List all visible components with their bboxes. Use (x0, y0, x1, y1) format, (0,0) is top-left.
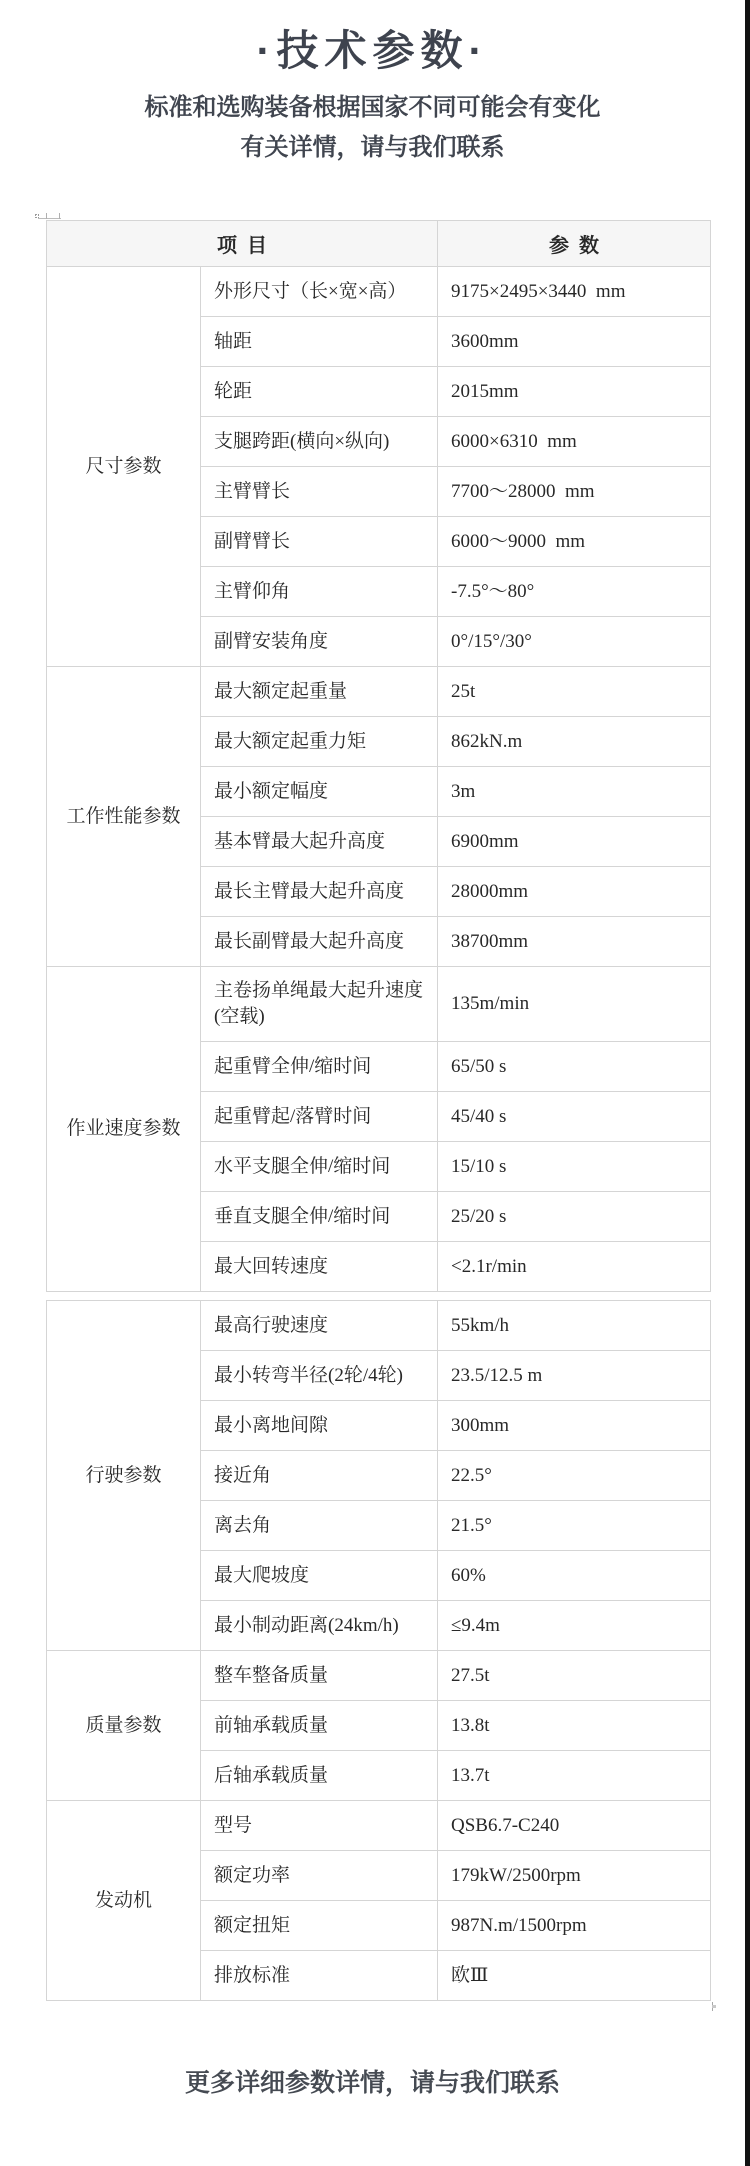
item-label-cell: 额定扭矩 (201, 1901, 438, 1951)
item-value-cell: 13.7t (438, 1751, 711, 1801)
item-value-cell: 6000×6310 mm (438, 417, 711, 467)
item-value-cell: 22.5° (438, 1451, 711, 1501)
item-label-cell: 主臂仰角 (201, 567, 438, 617)
item-label-cell: 离去角 (201, 1501, 438, 1551)
item-value-cell: -7.5°～80° (438, 567, 711, 617)
header-cell-param: 参 数 (438, 221, 711, 267)
item-label-cell: 最高行驶速度 (201, 1301, 438, 1351)
item-label-cell: 垂直支腿全伸/缩时间 (201, 1192, 438, 1242)
item-label-cell: 接近角 (201, 1451, 438, 1501)
item-value-cell: ≤9.4m (438, 1601, 711, 1651)
item-value-cell: 45/40 s (438, 1092, 711, 1142)
item-label-cell: 起重臂全伸/缩时间 (201, 1042, 438, 1092)
item-label-cell: 最小额定幅度 (201, 767, 438, 817)
item-label-cell: 型号 (201, 1801, 438, 1851)
corner-tick (712, 2005, 716, 2008)
item-label-cell: 前轴承载质量 (201, 1701, 438, 1751)
table-row (47, 267, 711, 317)
subtitle-line1: 标准和选购装备根据国家不同可能会有变化 (144, 94, 601, 121)
table-row (47, 1301, 711, 1351)
handle-bar (38, 218, 61, 219)
item-label-cell: 最大额定起重力矩 (201, 717, 438, 767)
item-value-cell: 3600mm (438, 317, 711, 367)
spec-table-main (46, 220, 711, 1292)
table-resize-handle-artifact (35, 213, 61, 219)
item-value-cell: 862kN.m (438, 717, 711, 767)
item-value-cell: 7700～28000 mm (438, 467, 711, 517)
item-value-cell: 28000mm (438, 867, 711, 917)
item-label-cell: 最小转弯半径(2轮/4轮) (201, 1351, 438, 1401)
item-label-cell: 最小离地间隙 (201, 1401, 438, 1451)
item-label-cell: 副臂安装角度 (201, 617, 438, 667)
item-value-cell: 60% (438, 1551, 711, 1601)
header-cell-item: 项 目 (47, 221, 438, 267)
table-row (47, 1651, 711, 1701)
item-value-cell: 6000～9000 mm (438, 517, 711, 567)
handle-tick (59, 213, 60, 219)
item-label-cell: 轮距 (201, 367, 438, 417)
handle-tick (46, 213, 47, 219)
item-label-cell: 主臂臂长 (201, 467, 438, 517)
item-label-cell: 外形尺寸（长×宽×高） (201, 267, 438, 317)
subtitle-line2: 有关详情，请与我们联系 (240, 134, 505, 161)
group-label-cell: 行驶参数 (47, 1301, 201, 1651)
item-label-cell: 后轴承载质量 (201, 1751, 438, 1801)
item-value-cell: 21.5° (438, 1501, 711, 1551)
group-label-cell: 发动机 (47, 1801, 201, 2001)
item-label-cell: 支腿跨距(横向×纵向) (201, 417, 438, 467)
group-label-cell: 作业速度参数 (47, 967, 201, 1292)
item-label-cell: 水平支腿全伸/缩时间 (201, 1142, 438, 1192)
item-value-cell: 欧Ⅲ (438, 1951, 711, 2001)
item-value-cell: 6900mm (438, 817, 711, 867)
item-value-cell: 0°/15°/30° (438, 617, 711, 667)
item-value-cell: 15/10 s (438, 1142, 711, 1192)
item-label-cell: 最大回转速度 (201, 1242, 438, 1292)
group-label-cell: 质量参数 (47, 1651, 201, 1801)
item-value-cell: 27.5t (438, 1651, 711, 1701)
item-value-cell: 55km/h (438, 1301, 711, 1351)
item-label-cell: 主卷扬单绳最大起升速度(空载) (201, 967, 438, 1042)
item-value-cell: 65/50 s (438, 1042, 711, 1092)
item-label-cell: 最大额定起重量 (201, 667, 438, 717)
item-value-cell: 3m (438, 767, 711, 817)
item-value-cell: 179kW/2500rpm (438, 1851, 711, 1901)
item-label-cell: 最长主臂最大起升高度 (201, 867, 438, 917)
item-value-cell: 9175×2495×3440 mm (438, 267, 711, 317)
item-label-cell: 排放标准 (201, 1951, 438, 2001)
item-value-cell: 38700mm (438, 917, 711, 967)
item-value-cell: <2.1r/min (438, 1242, 711, 1292)
item-value-cell: QSB6.7-C240 (438, 1801, 711, 1851)
item-label-cell: 额定功率 (201, 1851, 438, 1901)
item-label-cell: 基本臂最大起升高度 (201, 817, 438, 867)
footer-contact-note: 更多详细参数详情，请与我们联系 (184, 2069, 560, 2097)
item-value-cell: 25t (438, 667, 711, 717)
item-label-cell: 最大爬坡度 (201, 1551, 438, 1601)
spec-table-secondary (46, 1300, 711, 2001)
table-row (47, 1801, 711, 1851)
item-label-cell: 最长副臂最大起升高度 (201, 917, 438, 967)
item-value-cell: 300mm (438, 1401, 711, 1451)
item-value-cell: 135m/min (438, 967, 711, 1042)
item-value-cell: 13.8t (438, 1701, 711, 1751)
item-label-cell: 整车整备质量 (201, 1651, 438, 1701)
group-label-cell: 尺寸参数 (47, 267, 201, 667)
table-header-row (47, 221, 711, 267)
item-value-cell: 23.5/12.5 m (438, 1351, 711, 1401)
item-label-cell: 起重臂起/落臂时间 (201, 1092, 438, 1142)
item-value-cell: 25/20 s (438, 1192, 711, 1242)
page-title: ·技术参数· (256, 27, 489, 74)
table-row (47, 967, 711, 1042)
item-label-cell: 最小制动距离(24km/h) (201, 1601, 438, 1651)
item-value-cell: 2015mm (438, 367, 711, 417)
table-row (47, 667, 711, 717)
right-edge-bar (745, 0, 750, 2166)
item-label-cell: 轴距 (201, 317, 438, 367)
table-corner-artifact (712, 2002, 718, 2011)
item-value-cell: 987N.m/1500rpm (438, 1901, 711, 1951)
item-label-cell: 副臂臂长 (201, 517, 438, 567)
group-label-cell: 工作性能参数 (47, 667, 201, 967)
